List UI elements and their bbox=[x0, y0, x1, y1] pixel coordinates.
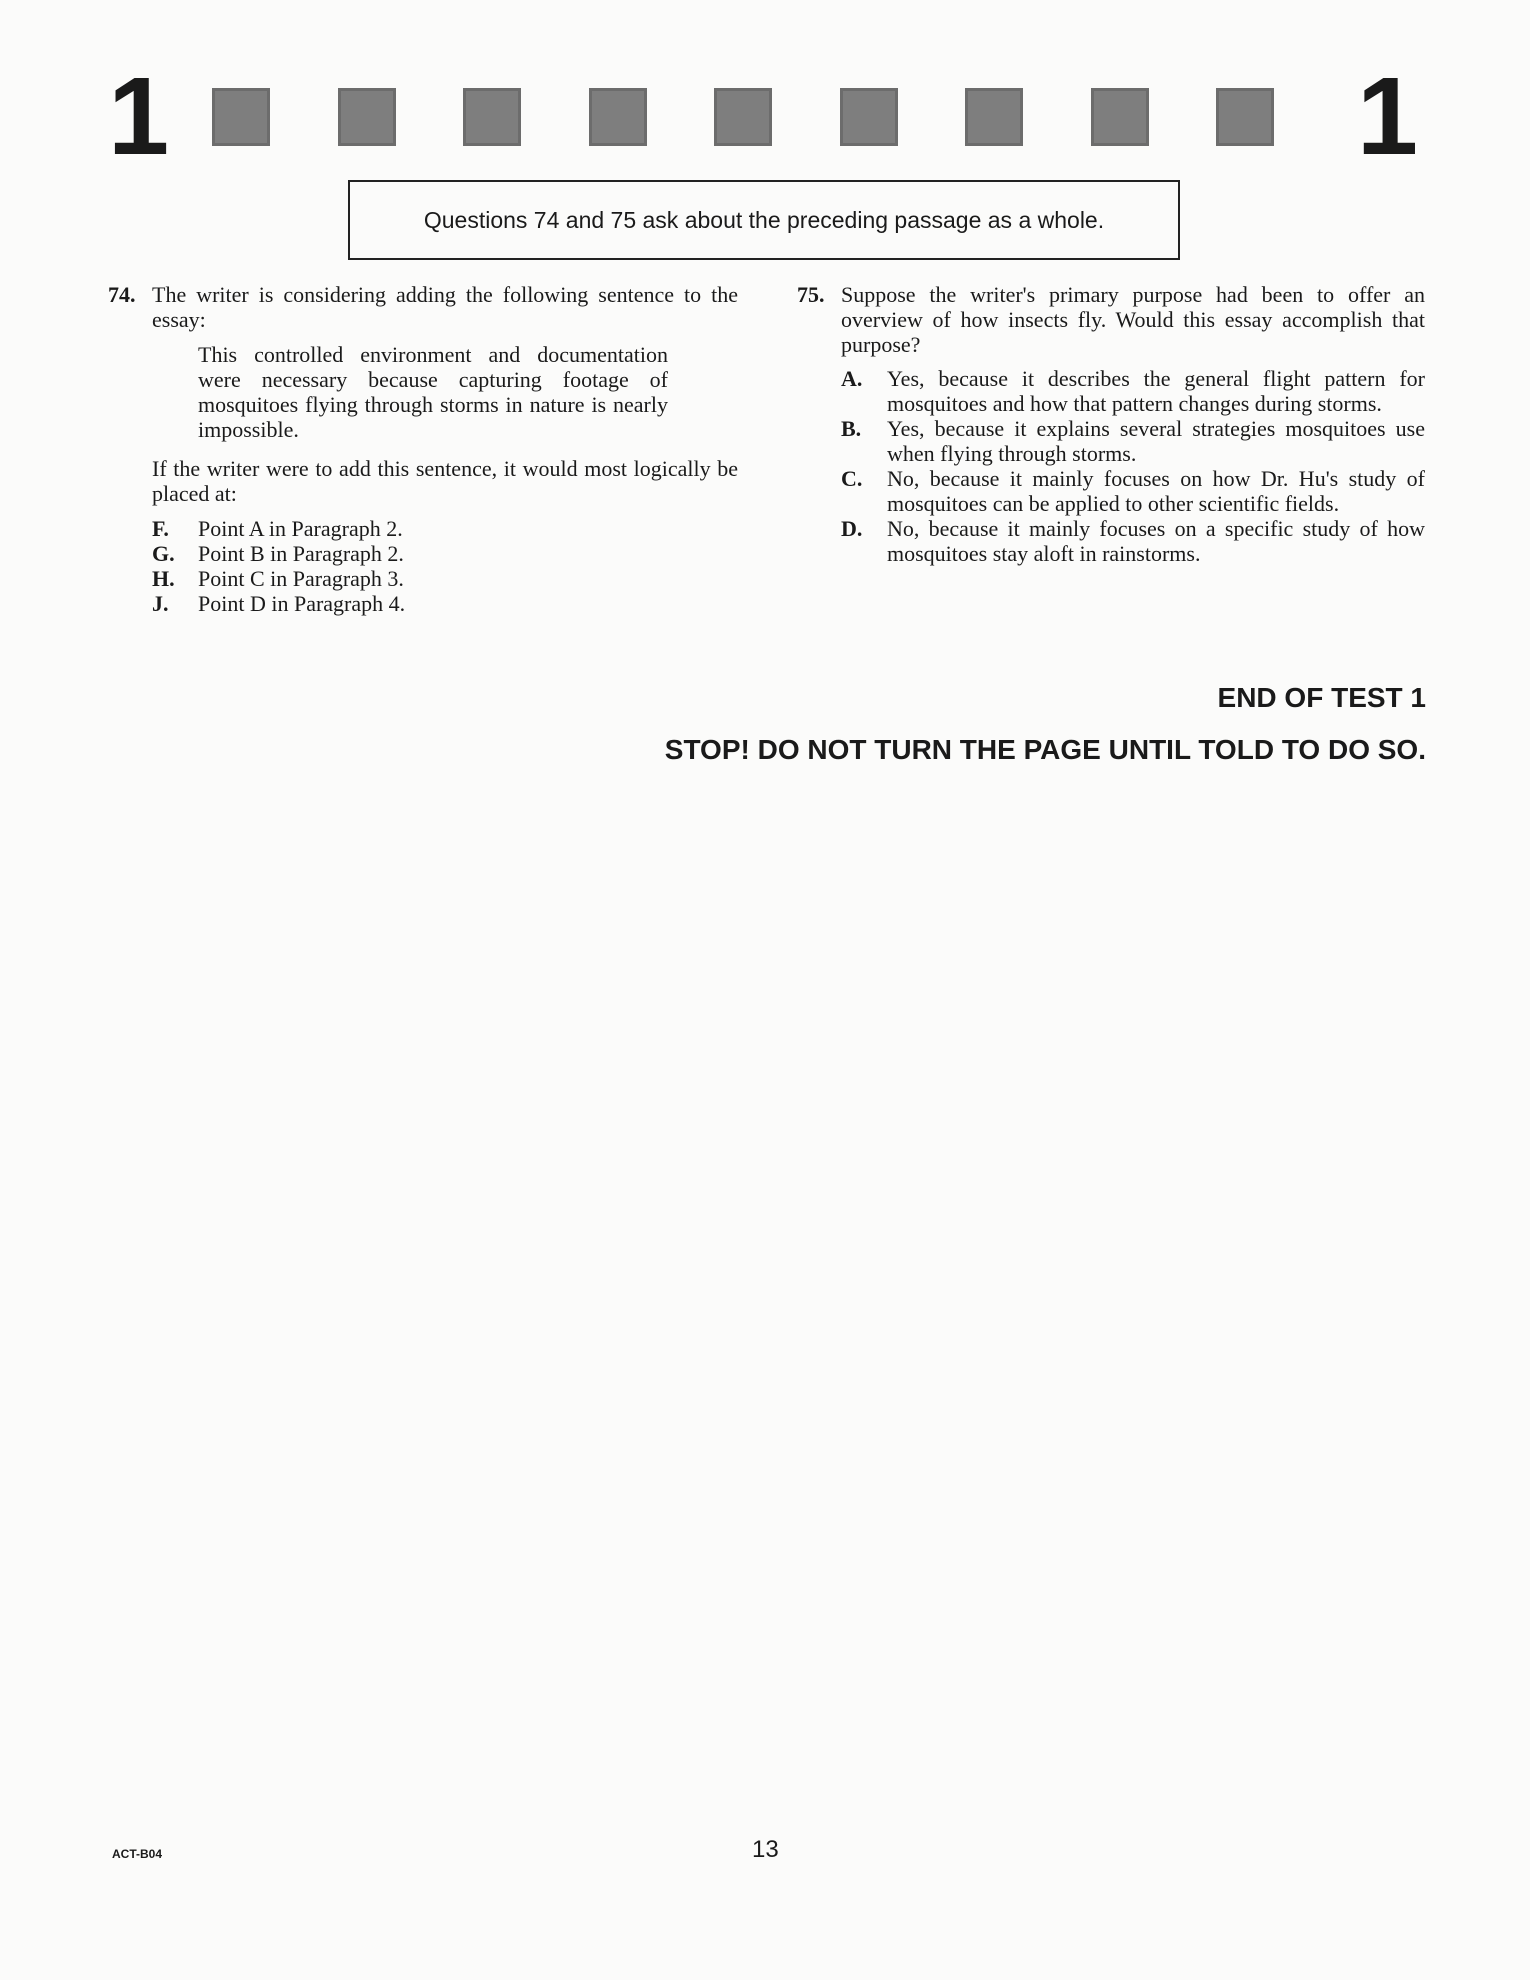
form-code: ACT-B04 bbox=[112, 1847, 163, 1861]
section-squares-bar bbox=[212, 88, 1274, 146]
section-square bbox=[714, 88, 772, 146]
option-letter: D. bbox=[841, 516, 863, 541]
answer-option-d[interactable] bbox=[841, 516, 1425, 566]
section-square bbox=[840, 88, 898, 146]
answer-option-h[interactable] bbox=[152, 566, 738, 591]
answer-option-f[interactable] bbox=[152, 516, 738, 541]
section-square bbox=[338, 88, 396, 146]
option-text: Yes, because it describes the general flight pattern for mosquitoes and how that pattern changes during storms. bbox=[887, 366, 1425, 416]
question-number: 75. bbox=[797, 282, 825, 307]
section-number-left: 1 bbox=[108, 55, 170, 178]
option-letter: G. bbox=[152, 541, 175, 566]
instruction-text: Questions 74 and 75 ask about the preceding passage as a whole. bbox=[423, 206, 1105, 233]
question-follow-up: If the writer were to add this sentence, it would most logically be placed at: bbox=[152, 456, 738, 506]
page-number: 13 bbox=[752, 1836, 779, 1863]
option-text: No, because it mainly focuses on a specific study of how mosquitoes stay aloft in rainstorms. bbox=[887, 516, 1425, 566]
option-letter: B. bbox=[841, 416, 862, 441]
answer-options bbox=[841, 366, 1425, 566]
question-number: 74. bbox=[108, 282, 136, 307]
option-text: No, because it mainly focuses on how Dr. Hu's study of mosquitoes can be applied to other scientific fields. bbox=[887, 466, 1425, 516]
option-text: Point B in Paragraph 2. bbox=[198, 541, 404, 566]
option-text: Yes, because it explains several strategies mosquitoes use when flying through storms. bbox=[887, 416, 1425, 466]
option-text: Point C in Paragraph 3. bbox=[198, 566, 404, 591]
option-letter: H. bbox=[152, 566, 175, 591]
section-square bbox=[463, 88, 521, 146]
answer-option-g[interactable] bbox=[152, 541, 738, 566]
end-of-test-title: END OF TEST 1 bbox=[1217, 682, 1426, 713]
inserted-sentence-quote: This controlled environment and documentation were necessary because capturing footage of mosquitoes flying through storms in nature is nearly impossible. bbox=[198, 342, 668, 442]
section-square bbox=[1091, 88, 1149, 146]
stop-instruction: STOP! DO NOT TURN THE PAGE UNTIL TOLD TO DO SO. bbox=[664, 734, 1426, 765]
option-letter: F. bbox=[152, 516, 169, 541]
section-square bbox=[965, 88, 1023, 146]
instruction-box bbox=[348, 180, 1180, 260]
answer-option-b[interactable] bbox=[841, 416, 1425, 466]
end-of-test-block bbox=[665, 682, 1426, 766]
question-stem: The writer is considering adding the following sentence to the essay: bbox=[152, 282, 738, 332]
question-stem: Suppose the writer's primary purpose had been to offer an overview of how insects fly. Would this essay accomplish that purpose? bbox=[841, 282, 1425, 357]
section-square bbox=[212, 88, 270, 146]
question-74 bbox=[108, 282, 738, 616]
answer-option-c[interactable] bbox=[841, 466, 1425, 516]
section-number-right: 1 bbox=[1356, 55, 1418, 178]
option-text: Point A in Paragraph 2. bbox=[198, 516, 403, 541]
answer-option-a[interactable] bbox=[841, 366, 1425, 416]
option-letter: C. bbox=[841, 466, 863, 491]
question-75 bbox=[797, 282, 1425, 566]
answer-options bbox=[152, 516, 738, 616]
option-text: Point D in Paragraph 4. bbox=[198, 591, 406, 616]
option-letter: A. bbox=[841, 366, 863, 391]
section-square bbox=[589, 88, 647, 146]
answer-option-j[interactable] bbox=[152, 591, 738, 616]
section-square bbox=[1216, 88, 1274, 146]
option-letter: J. bbox=[152, 591, 169, 616]
